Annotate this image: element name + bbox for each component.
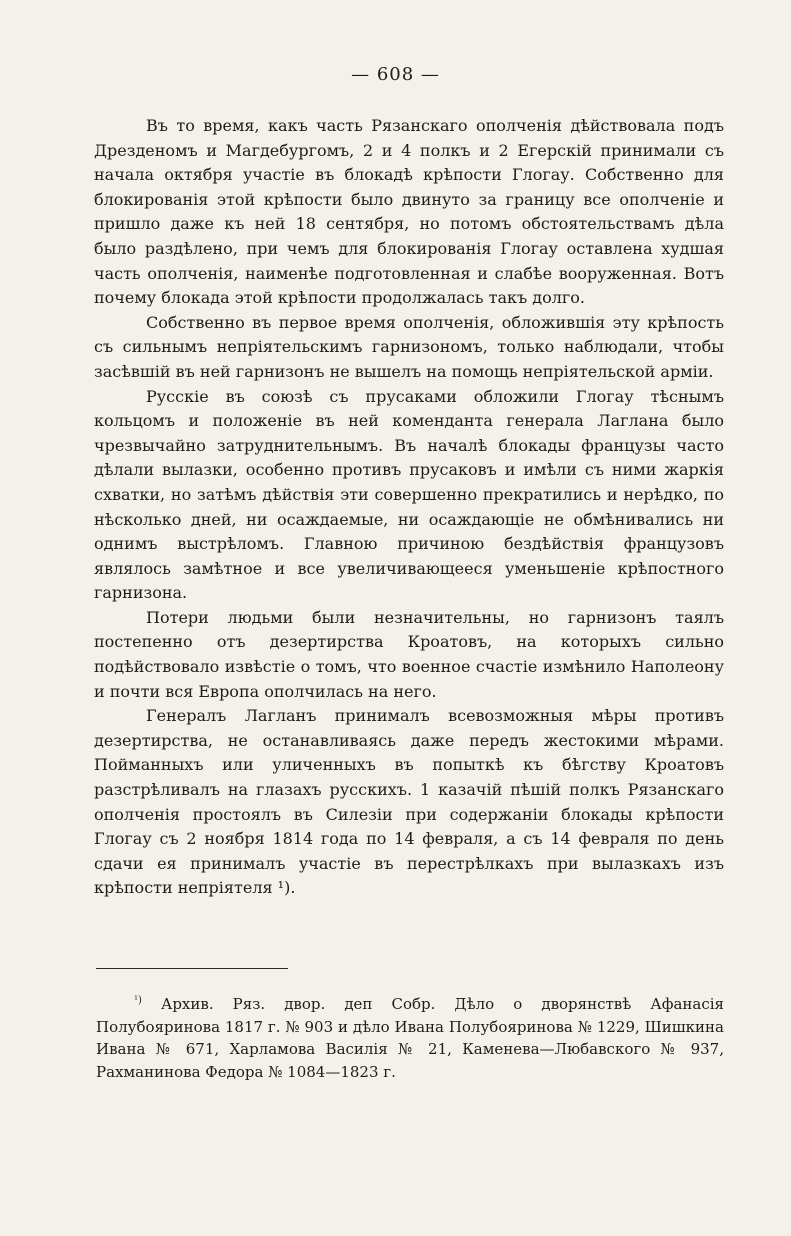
paragraph-5: Генералъ Лагланъ принималъ всевозможныя мѣры противъ дезертирства, не останавливаясь даже передъ жестокими мѣрами. Пойманныхъ или уличенныхъ въ попыткѣ къ бѣгству Кроатовъ разстрѣливалъ на глазахъ русскихъ. 1 казачій пѣшій полкъ Рязанскаго ополченія простоялъ въ Силезіи при содержаніи блокады крѣпости Глогау съ 2 ноября 1814 года по 14 февраля, а съ 14 февраля по день сдачи ея принималъ участіе въ перестрѣлкахъ при вылазкахъ изъ крѣпости непріятеля ¹). <box>94 706 724 898</box>
footnote-text: Архив. Ряз. двор. деп Собр. Дѣло о дворянствѣ Афанасія Полубояринова 1817 г. № 903 и дѣло Ивана Полубояринова № 1229, Шишкина Ивана № 671, Харламова Василія № 21, Каменева—Любавского № 937, Рахманинова Федора № 1084—1823 г. <box>96 995 724 1081</box>
paragraph-1: Въ то время, какъ часть Рязанскаго ополченія дѣйствовала подъ Дрезденомъ и Магдебургомъ, 2 и 4 полкъ и 2 Егерскій принимали съ начала октября участіе въ блокадѣ крѣпости Глогау. Собственно для блокированія этой крѣпости было двинуто за границу все ополченіе и пришло даже къ ней 18 сентября, но потомъ обстоятельствамъ дѣла было раздѣлено, при чемъ для блокированія Глогау оставлена худшая часть ополченія, наименѣе подготовленная и слабѣе вооруженная. Вотъ почему блокада этой крѣпости продолжалась такъ долго. <box>94 116 724 308</box>
page-number: — 608 — <box>351 64 440 85</box>
footnote-divider <box>96 968 288 969</box>
paragraph-4: Потери людьми были незначительны, но гарнизонъ таялъ постепенно отъ дезертирства Кроатовъ, на которыхъ сильно подѣйствовало извѣстіе о томъ, что военное счастіе измѣнило Наполеону и почти вся Европа ополчилась на него. <box>94 607 724 701</box>
body-text <box>94 114 724 901</box>
paragraph-2: Собственно въ первое время ополченія, обложившія эту крѣпость съ сильнымъ непріятельскимъ гарнизономъ, только наблюдали, чтобы засѣвшій въ ней гарнизонъ не вышелъ на помощь непріятельской арміи. <box>94 312 724 381</box>
paragraph-3: Русскіе въ союзѣ съ прусаками обложили Глогау тѣснымъ кольцомъ и положеніе въ ней коменданта генерала Лаглана было чрезвычайно затруднительнымъ. Въ началѣ блокады французы часто дѣлали вылазки, особенно противъ прусаковъ и имѣли съ ними жаркія схватки, но затѣмъ дѣйствія эти совершенно прекратились и нерѣдко, по нѣсколько дней, ни осаждаемые, ни осаждающіе не обмѣнивались ни однимъ выстрѣломъ. Главною причиною бездѣйствія французовъ являлось замѣтное и все увеличивающееся уменьшеніе крѣпостного гарнизона. <box>94 386 724 603</box>
footnote-marker: ¹) <box>134 995 142 1006</box>
footnote <box>96 990 724 1083</box>
